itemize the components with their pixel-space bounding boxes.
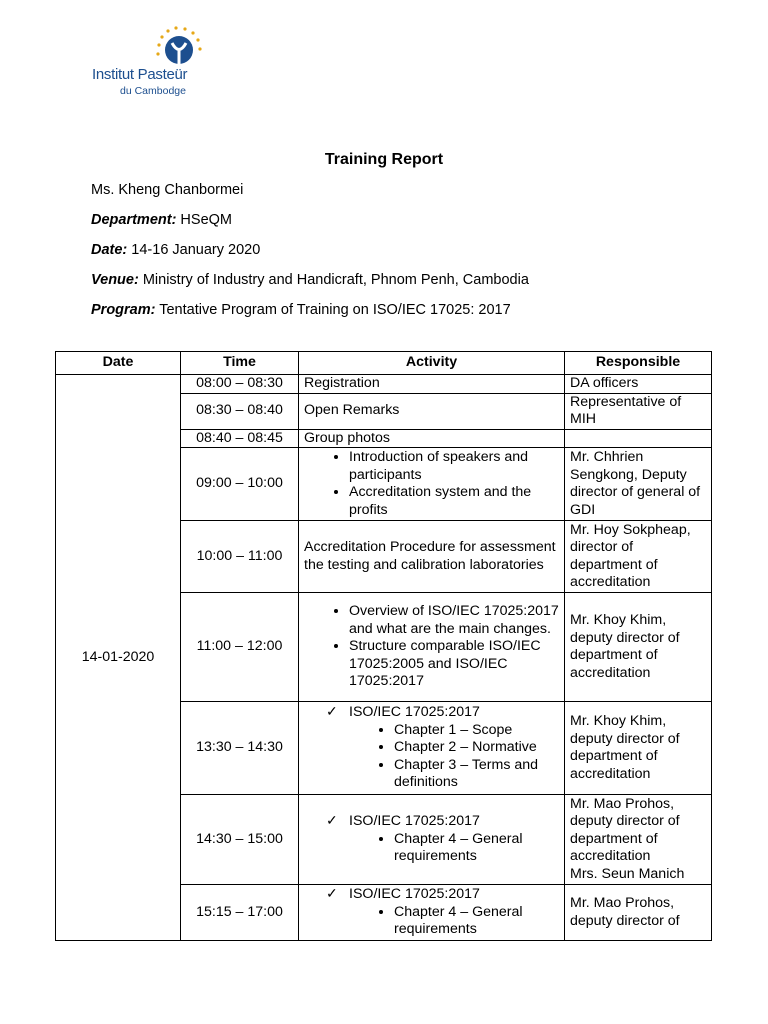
time-cell: 09:00 – 10:00 xyxy=(181,448,299,521)
list-item: • Chapter 1 – Scope xyxy=(394,722,559,740)
venue-value: Ministry of Industry and Handicraft, Phnom Penh, Cambodia xyxy=(138,272,529,288)
time-cell: 14:30 – 15:00 xyxy=(181,795,299,885)
activity-list xyxy=(304,603,559,691)
list-item: • Chapter 3 – Terms and definitions xyxy=(394,757,559,792)
program-value: Tentative Program of Training on ISO/IEC 17025: 2017 xyxy=(155,302,511,318)
chapter-list xyxy=(304,722,559,792)
responsible-cell: Mr. Hoy Sokpheap, director of department of accreditation xyxy=(565,521,712,593)
department-label: Department: xyxy=(91,212,177,228)
responsible-cell: Representative of MIH xyxy=(565,393,712,429)
responsible-cell: Mr. Khoy Khim, deputy director of department of accreditation xyxy=(565,593,712,702)
checkmark-icon: ✓ xyxy=(326,704,338,721)
header-activity: Activity xyxy=(299,352,565,375)
activity-cell xyxy=(299,702,565,795)
pasteur-emblem-icon xyxy=(92,26,222,71)
date-label: Date: xyxy=(91,242,128,258)
activity-cell: Open Remarks xyxy=(299,393,565,429)
responsible-text: Mr. Mao Prohos, deputy director of department of accreditation xyxy=(570,795,680,865)
header-date: Date xyxy=(56,352,181,375)
list-item: • Accreditation system and the profits xyxy=(349,484,559,519)
time-cell: 13:30 – 14:30 xyxy=(181,702,299,795)
time-cell: 10:00 – 11:00 xyxy=(181,521,299,593)
activity-cell: Group photos xyxy=(299,429,565,448)
checklist-label: ISO/IEC 17025:2017 xyxy=(349,704,480,721)
date-value: 14-16 January 2020 xyxy=(127,242,261,258)
responsible-cell: DA officers xyxy=(565,375,712,394)
activity-cell xyxy=(299,448,565,521)
activity-cell xyxy=(299,795,565,885)
chapter-list xyxy=(304,831,559,866)
list-item: • Structure comparable ISO/IEC 17025:2005 and ISO/IEC 17025:2017 xyxy=(349,638,559,691)
program-label: Program: xyxy=(91,302,156,318)
chapter-list xyxy=(304,904,559,939)
trainee-name: Ms. Kheng Chanbormei xyxy=(91,182,244,198)
checklist-item xyxy=(304,704,559,722)
date-line xyxy=(91,242,260,258)
table-header-row xyxy=(56,352,712,375)
time-cell: 08:30 – 08:40 xyxy=(181,393,299,429)
department-value: HSeQM xyxy=(176,212,232,228)
responsible-cell: Mr. Mao Prohos, deputy director of xyxy=(565,885,712,941)
venue-label: Venue: xyxy=(91,272,139,288)
list-item: • Introduction of speakers and participants xyxy=(349,449,559,484)
activity-list xyxy=(304,449,559,519)
responsible-cell: Mr. Khoy Khim, deputy director of department of accreditation xyxy=(565,702,712,795)
logo-subname: du Cambodge xyxy=(120,85,186,97)
schedule-table xyxy=(55,351,712,941)
institute-logo xyxy=(92,26,222,101)
time-cell: 08:40 – 08:45 xyxy=(181,429,299,448)
page-title: Training Report xyxy=(324,151,444,168)
program-line xyxy=(91,302,511,318)
responsible-text-2: Mrs. Seun Manich xyxy=(570,865,685,882)
responsible-cell xyxy=(565,429,712,448)
logo-name: Institut Pasteür xyxy=(92,66,188,83)
checkmark-icon: ✓ xyxy=(326,813,338,830)
time-cell: 15:15 – 17:00 xyxy=(181,885,299,941)
list-item: • Chapter 2 – Normative xyxy=(394,739,559,757)
venue-line xyxy=(91,272,529,288)
checklist-item xyxy=(304,886,559,904)
activity-cell xyxy=(299,885,565,941)
list-item: • Overview of ISO/IEC 17025:2017 and what are the main changes. xyxy=(349,603,559,638)
activity-cell xyxy=(299,593,565,702)
list-item: • Chapter 4 – General requirements xyxy=(394,904,559,939)
responsible-cell: Mr. Chhrien Sengkong, Deputy director of general of GDI xyxy=(565,448,712,521)
checklist-label: ISO/IEC 17025:2017 xyxy=(349,886,480,903)
responsible-cell xyxy=(565,795,712,885)
department-line xyxy=(91,212,232,228)
activity-cell: Registration xyxy=(299,375,565,394)
checkmark-icon: ✓ xyxy=(326,886,338,903)
list-item: • Chapter 4 – General requirements xyxy=(394,831,559,866)
time-cell: 08:00 – 08:30 xyxy=(181,375,299,394)
header-time: Time xyxy=(181,352,299,375)
checklist-item xyxy=(304,813,559,831)
time-cell: 11:00 – 12:00 xyxy=(181,593,299,702)
table-row xyxy=(56,375,712,394)
header-responsible: Responsible xyxy=(565,352,712,375)
checklist-label: ISO/IEC 17025:2017 xyxy=(349,813,480,830)
activity-cell: Accreditation Procedure for assessment the testing and calibration laboratories xyxy=(299,521,565,593)
date-cell: 14-01-2020 xyxy=(56,375,181,941)
